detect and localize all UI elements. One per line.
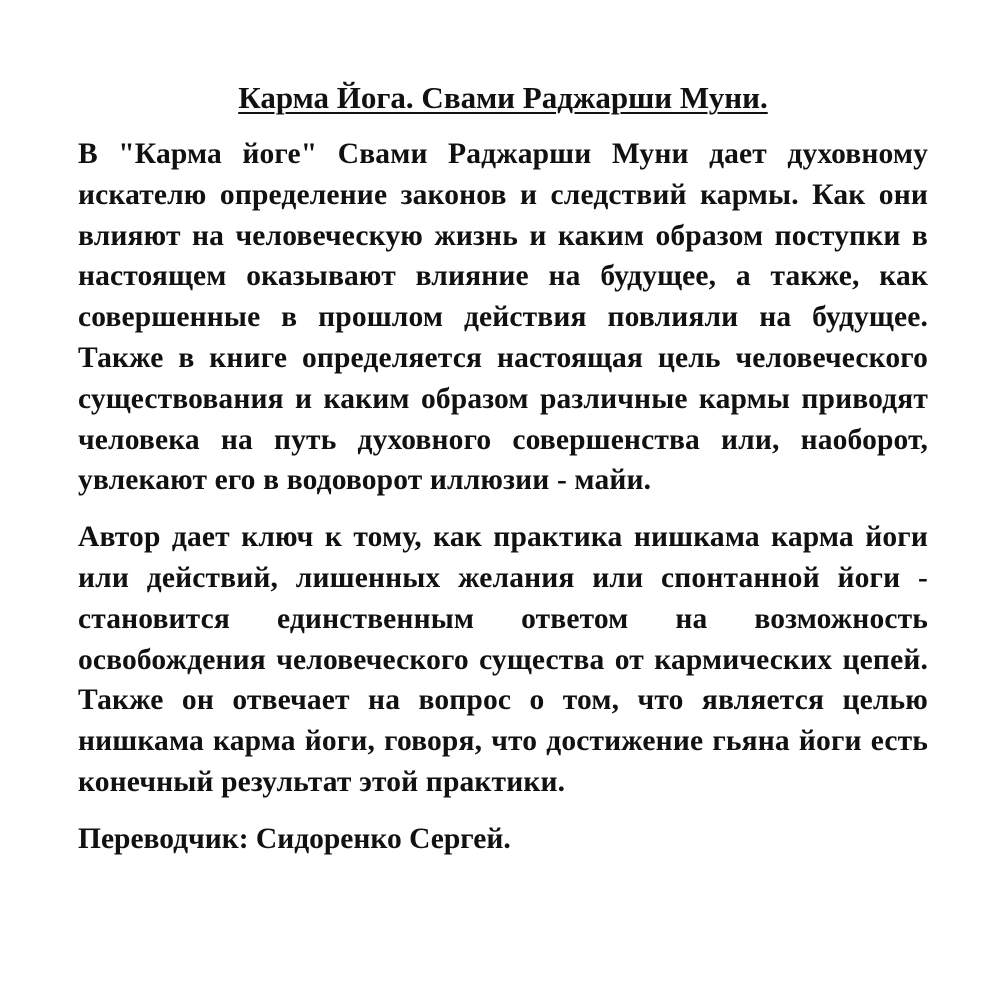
document-page bbox=[78, 72, 928, 859]
paragraph-1: В "Карма йоге" Свами Раджарши Муни дает духовному искателю определение законов и следствий кармы. Как они влияют на человеческую жизнь и каким образом поступки в настоящем оказывают влияние на будущее, а также, как совершенные в прошлом действия повлияли на будущее. Также в книге определяется настоящая цель человеческого существования и каким образом различные кармы приводят человека на путь духовного совершенства или, наоборот, увлекают его в водоворот иллюзии - майи. bbox=[78, 138, 928, 497]
page-title: Карма Йога. Свами Раджарши Муни. bbox=[238, 80, 768, 115]
paragraph-2: Автор дает ключ к тому, как практика нишкама карма йоги или действий, лишенных желания или спонтанной йоги - становится единственным ответом на возможность освобождения человеческого существа от кармических цепей. Также он отвечает на вопрос о том, что является целью нишкама карма йоги, говоря, что достижение гьяна йоги есть конечный результат этой практики. bbox=[78, 521, 928, 798]
translator-credit: Переводчик: Сидоренко Сергей. bbox=[78, 822, 511, 855]
